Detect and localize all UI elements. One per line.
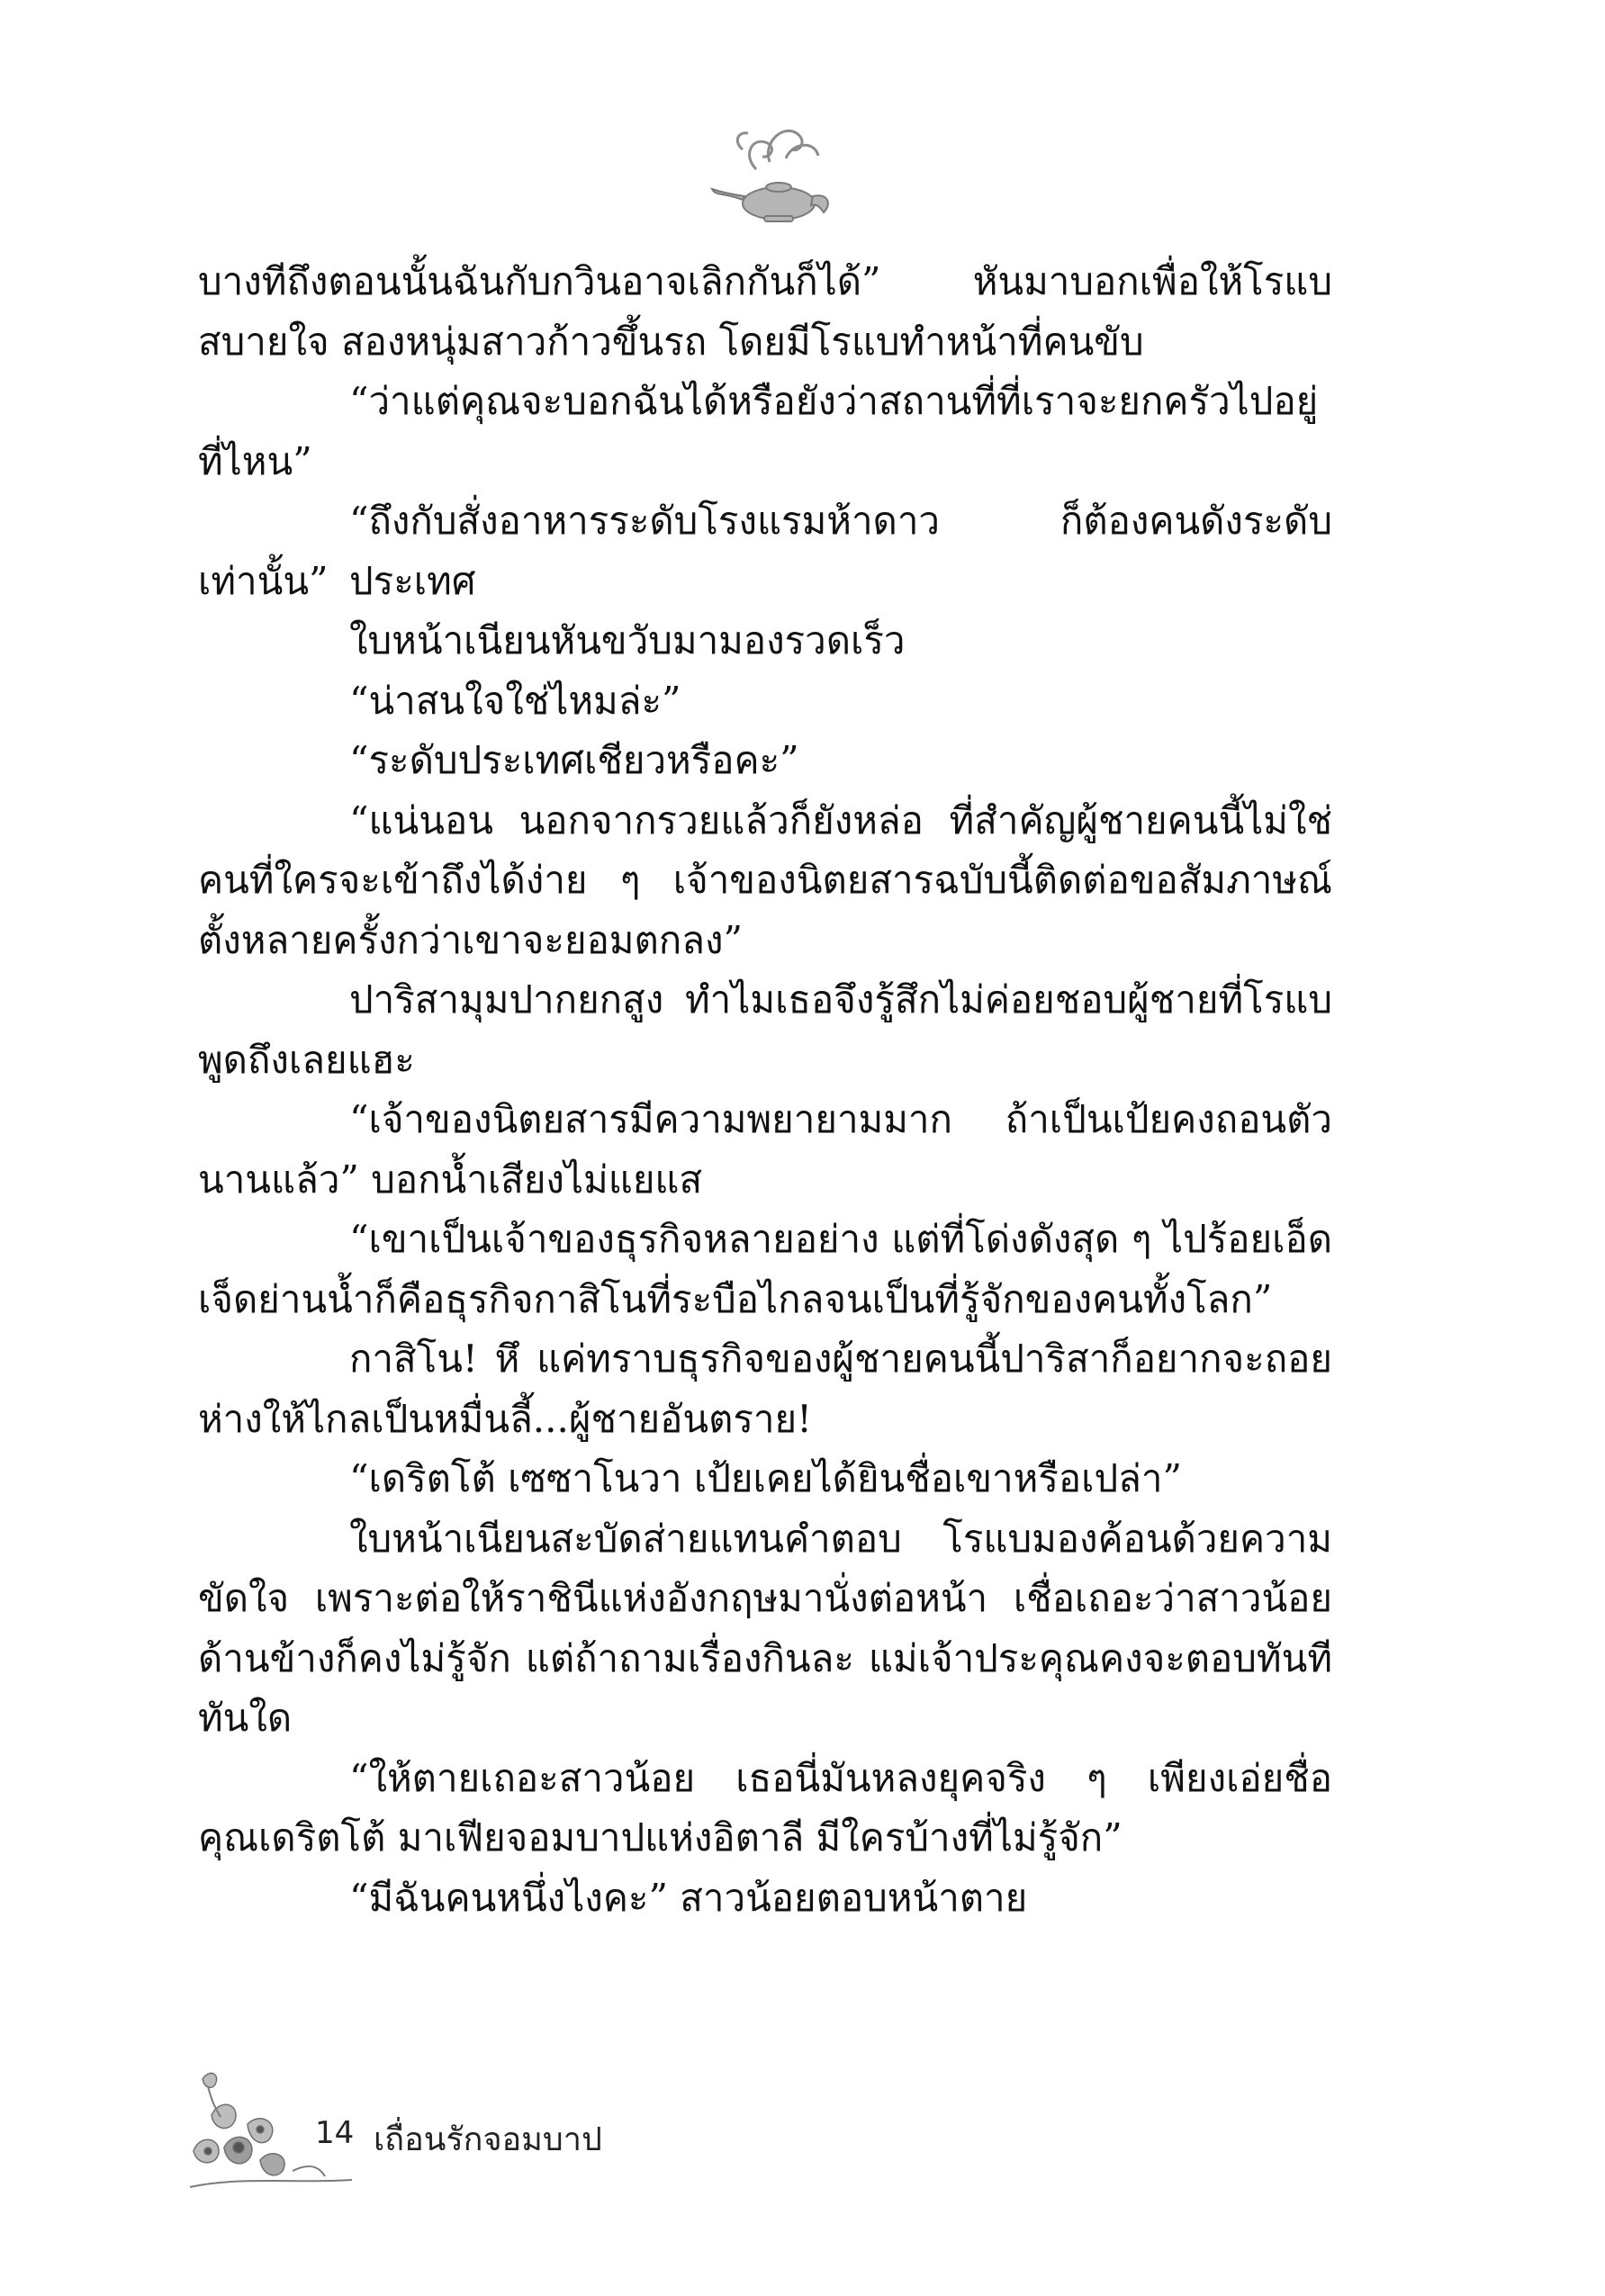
text-line: ด้านข้างก็คงไม่รู้จัก แต่ถ้าถามเรื่องกินละ แม่เจ้าประคุณคงจะตอบทันที (198, 1635, 1332, 1680)
text-line: ใบหน้าเนียนสะบัดส่ายแทนคำตอบ โรแบมองค้อนด้วยความ (349, 1516, 1332, 1561)
text-line: ใบหน้าเนียนหันขวับมามองรวดเร็ว (349, 618, 906, 662)
text-line: “เจ้าของนิตยสารมีความพยายามมาก ถ้าเป็นเป้ยคงถอนตัว (349, 1097, 1332, 1141)
text-line: นานแล้ว” บอกน้ำเสียงไม่แยแส (198, 1157, 703, 1202)
text-line: “น่าสนใจใช่ไหมล่ะ” (349, 678, 681, 723)
text-line: ห่างให้ไกลเป็นหมื่นลี้...ผู้ชายอันตราย! (198, 1396, 813, 1441)
page-footer (185, 2061, 815, 2196)
page-number: 14 (315, 2115, 355, 2151)
teapot-ornament-icon (707, 106, 842, 232)
text-line: “แน่นอน นอกจากรวยแล้วก็ยังหล่อ ที่สำคัญผู้ชายคนนี้ไม่ใช่ (349, 797, 1332, 842)
text-line: เท่านั้น” (198, 558, 329, 603)
text-line: สบายใจ สองหนุ่มสาวก้าวขึ้นรถ โดยมีโรแบทำหน้าที่คนขับ (198, 319, 1144, 364)
text-line: กาสิโน! หึ แค่ทราบธุรกิจของผู้ชายคนนี้ปาริสาก็อยากจะถอย (349, 1337, 1332, 1381)
text-line: ที่ไหน” (198, 438, 312, 483)
text-line: ตั้งหลายครั้งกว่าเขาจะยอมตกลง” (198, 917, 743, 962)
text-line: ปาริสามุมปากยกสูง ทำไมเธอจึงรู้สึกไม่ค่อยชอบผู้ชายที่โรแบ (349, 977, 1332, 1022)
text-line: “เดริตโต้ เซซาโนวา เป้ยเคยได้ยินชื่อเขาหรือเปล่า” (349, 1456, 1182, 1500)
text-line: คนที่ใครจะเข้าถึงได้ง่าย ๆ เจ้าของนิตยสารฉบับนี้ติดต่อขอสัมภาษณ์ (198, 858, 1332, 902)
text-line: “ว่าแต่คุณจะบอกฉันได้หรือยังว่าสถานที่ที่เราจะยกครัวไปอยู่ (349, 379, 1319, 423)
book-title: เถื่อนรักจอมบาป (374, 2121, 602, 2158)
text-line: เจ็ดย่านน้ำก็คือธุรกิจกาสิโนที่ระบือไกลจนเป็นที่รู้จักของคนทั้งโลก” (198, 1276, 1273, 1321)
text-line: พูดถึงเลยแฮะ (198, 1037, 415, 1082)
text-line: ขัดใจ เพราะต่อให้ราชินีแห่งอังกฤษมานั่งต่อหน้า เชื่อเถอะว่าสาวน้อย (198, 1576, 1332, 1620)
text-line: ทันใด (198, 1696, 293, 1740)
body-text (198, 252, 1332, 1928)
text-line: “มีฉันคนหนึ่งไงคะ” สาวน้อยตอบหน้าตาย (349, 1875, 1028, 1920)
text-line: “ให้ตายเถอะสาวน้อย เธอนี่มันหลงยุคจริง ๆ เพียงเอ่ยชื่อ (349, 1755, 1332, 1800)
text-line: บางทีถึงตอนนั้นฉันกับกวินอาจเลิกกันก็ได้” หันมาบอกเพื่อให้โรแบ (198, 259, 1332, 303)
text-line: “ระดับประเทศเชียวหรือคะ” (349, 738, 799, 782)
text-line: คุณเดริตโต้ มาเฟียจอมบาปแห่งอิตาลี มีใครบ้างที่ไม่รู้จัก” (198, 1815, 1123, 1859)
text-line: “ถึงกับสั่งอาหารระดับโรงแรมห้าดาว ก็ต้องคนดังระดับประเทศ (349, 499, 1332, 603)
text-line: “เขาเป็นเจ้าของธุรกิจหลายอย่าง แต่ที่โด่งดังสุด ๆ ไปร้อยเอ็ด (349, 1217, 1332, 1261)
